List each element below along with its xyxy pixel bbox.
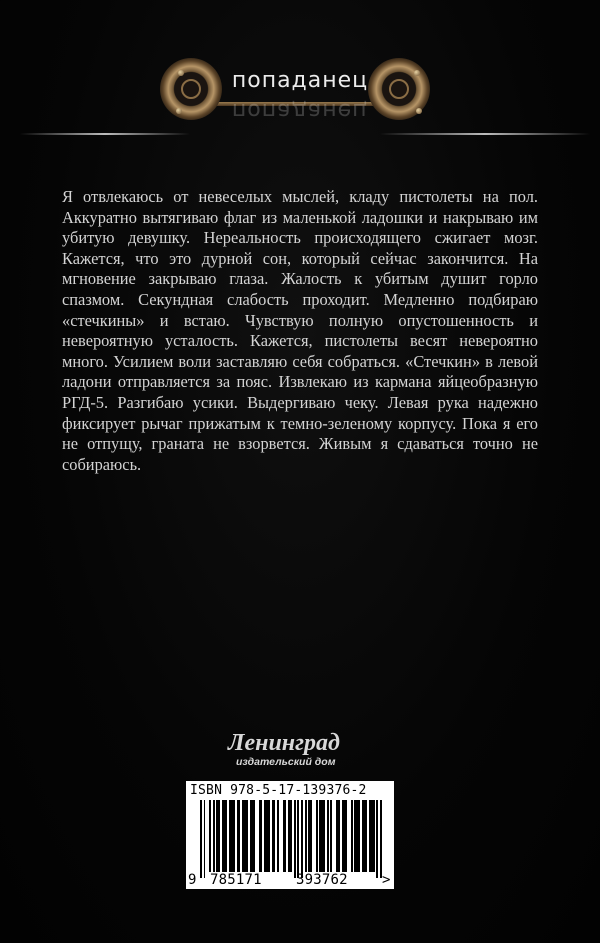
series-title: попаданец — [231, 68, 369, 93]
barcode-bar — [301, 800, 303, 878]
barcode-digits — [186, 872, 394, 888]
series-banner — [0, 40, 600, 150]
barcode-bar — [213, 800, 215, 872]
barcode-bar — [264, 800, 270, 872]
barcode-bar — [376, 800, 378, 878]
barcode-bar — [380, 800, 382, 878]
rivet-icon — [178, 70, 184, 76]
series-title-reflection: попаданец — [231, 98, 369, 123]
isbn-label: ISBN 978-5-17-139376-2 — [190, 783, 367, 798]
barcode-bar — [294, 800, 296, 878]
barcode-bar — [369, 800, 375, 872]
barcode-bar — [327, 800, 329, 872]
rivet-icon — [176, 108, 182, 114]
barcode-digit-first: 9 — [188, 872, 197, 888]
barcode-bar — [259, 800, 263, 872]
barcode-bar — [316, 800, 318, 872]
barcode-bar — [297, 800, 299, 878]
barcode — [186, 781, 394, 889]
barcode-bar — [283, 800, 287, 872]
banner-glow-left — [20, 133, 190, 135]
publisher-logo — [228, 730, 378, 772]
banner-glow-right — [380, 133, 590, 135]
barcode-arrow: > — [382, 872, 391, 888]
barcode-bar — [305, 800, 307, 872]
blurb-text — [62, 187, 538, 475]
barcode-bars — [198, 800, 382, 872]
barcode-digits-left: 785171 — [210, 872, 262, 888]
barcode-bar — [209, 800, 211, 872]
barcode-bar — [336, 800, 340, 872]
barcode-bar — [308, 800, 312, 872]
barcode-bar — [288, 800, 292, 872]
barcode-bar — [200, 800, 202, 878]
barcode-bar — [272, 800, 276, 872]
rivet-icon — [414, 70, 420, 76]
barcode-bar — [242, 800, 248, 872]
barcode-bar — [351, 800, 353, 872]
barcode-bar — [277, 800, 279, 872]
barcode-bar — [330, 800, 332, 872]
barcode-bar — [354, 800, 360, 872]
barcode-bar — [362, 800, 368, 872]
barcode-bar — [319, 800, 325, 872]
barcode-bar — [216, 800, 220, 872]
barcode-bar — [342, 800, 348, 872]
blurb-paragraph: Я отвлекаюсь от невеселых мыслей, кладу пистолеты на пол. Аккуратно вытягиваю флаг из маленькой ладошки и накрываю им убитую девушку. Нереальность происходящего сжигает мозг. Кажется, что это дурной сон, который сейчас закончится. На мгновение закрываю глаза. Жалость к убитым душит горло спазмом. Секундная слабость проходит. Медленно подбираю «стечкины» и встаю. Чувствую полную опустошенность и невероятную усталость. Кажется, пистолеты весят невероятно много. Усилием воли заставляю себя собраться. «Стечкин» в левой ладони отправляется за пояс. Извлекаю из кармана яйцеобразную РГД-5. Разгибаю усики. Выдергиваю чеку. Левая рука надежно фиксирует рычаг прижатым к темно-зеленому корпусу. Пока я его не отпущу, граната не взорвется. Живым я сдаваться точно не собираюсь. — [62, 187, 538, 474]
barcode-bar — [204, 800, 206, 878]
publisher-subtitle: издательский дом — [236, 756, 336, 768]
barcode-digits-right: 393762 — [296, 872, 348, 888]
barcode-bar — [237, 800, 241, 872]
barcode-bar — [250, 800, 256, 872]
barcode-bar — [229, 800, 235, 872]
rivet-icon — [416, 108, 422, 114]
barcode-bar — [222, 800, 228, 872]
publisher-name: Ленинград — [228, 730, 340, 756]
